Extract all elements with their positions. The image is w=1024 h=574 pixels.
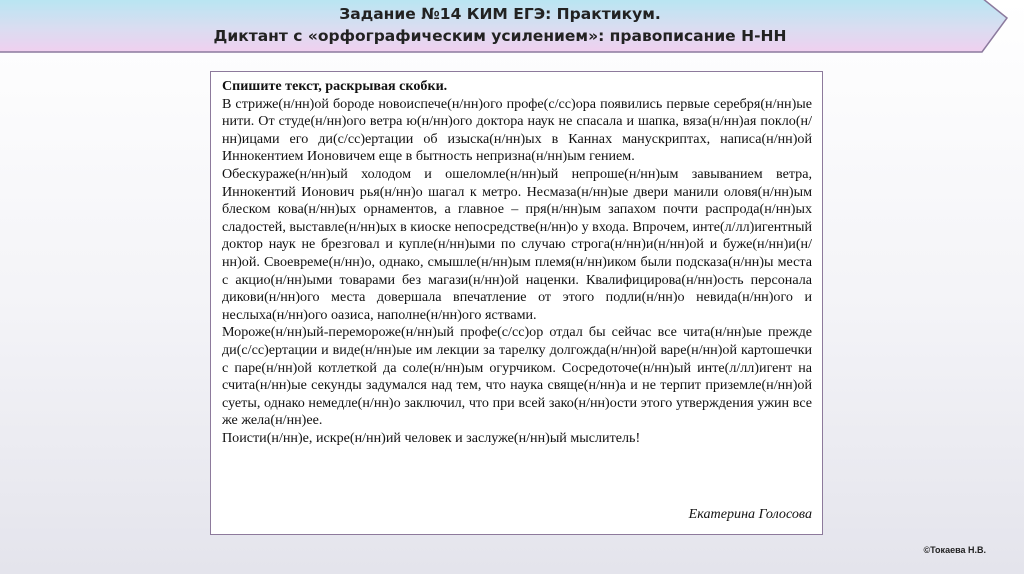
- header-banner: [0, 0, 1024, 60]
- title-line-2: Диктант с «орфографическим усилением»: правописание Н-НН: [213, 27, 787, 45]
- paragraph-1: В стриже(н/нн)ой бороде новоиспече(н/нн)ого профе(с/сс)ора появились первые серебря(н/нн)ые нити. От студе(н/нн)ого ветра ю(н/нн)ого доктора наук не спасала и шапка, вяза(н/нн)ая покло(н/нн)ицами его ди(с/сс)ертации об изыска(н/нн)ых в Каннах манускриптах, написа(н/нн)ой Иннокентием Ионовичем еще в бытность непризна(н/нн)ым гением.: [222, 95, 812, 165]
- author-signature: Екатерина Голосова: [688, 506, 812, 523]
- page-title: [0, 3, 1000, 47]
- copyright-note: ©Токаева Н.В.: [923, 545, 986, 555]
- exercise-instruction: Спишите текст, раскрывая скобки.: [222, 78, 448, 94]
- paragraph-4: Поисти(н/нн)е, искре(н/нн)ий человек и заслуже(н/нн)ый мыслитель!: [222, 429, 641, 446]
- paragraph-3: Мороже(н/нн)ый-перемороже(н/нн)ый профе(с/сс)ор отдал бы сейчас все чита(н/нн)ые прежде ди(с/сс)ертации и виде(н/нн)ые им лекции за тарелку долгожда(н/нн)ой варе(н/нн)ой картошечки с паре(н/нн)ой котлеткой да соле(н/нн)ым огурчиком. Сосредоточе(н/нн)ый инте(л/лл)игент на счита(н/нн)ые секунды задумался над тем, что наука свяще(н/нн)а и не терпит приземле(н/нн)ой суеты, однако немедле(н/нн)о заключил, что при всей зако(н/нн)ости этого утверждения ужин все же жела(н/нн)ее.: [222, 324, 812, 429]
- paragraph-2: Обескураже(н/нн)ый холодом и ошеломле(н/нн)ый непроше(н/нн)ым завыванием ветра, Иннокентий Ионович рья(н/нн)о шагал к метро. Несмаза(н/нн)ые двери манили оловя(н/нн)ым блеском кова(н/нн)ых орнаментов, а главное – пря(н/нн)ым запахом почти распрода(н/нн)ых сладостей, выставле(н/нн)ых в киоске непосредстве(н/нн)о у входа. Впрочем, инте(л/лл)игентный доктор наук не брезговал и купле(н/нн)ыми по случаю строга(н/нн)и(н/нн)ой и буже(н/нн)и(н/нн)ой. Своевреме(н/нн)о, однако, смышле(н/нн)ым племя(н/нн)иком были подсказа(н/нн)ы места с акцио(н/нн)ыми товарами без магази(н/нн)ой наценки. Квалифицирова(н/нн)ость персонала дикови(н/нн)ого места довершала впечатление от этого подли(н/нн)о невида(н/нн)ого и неслыха(н/нн)ого оазиса, наполне(н/нн)ого яствами.: [222, 165, 812, 323]
- title-line-1: Задание №14 КИМ ЕГЭ: Практикум.: [339, 5, 661, 23]
- exercise-document: [210, 71, 823, 535]
